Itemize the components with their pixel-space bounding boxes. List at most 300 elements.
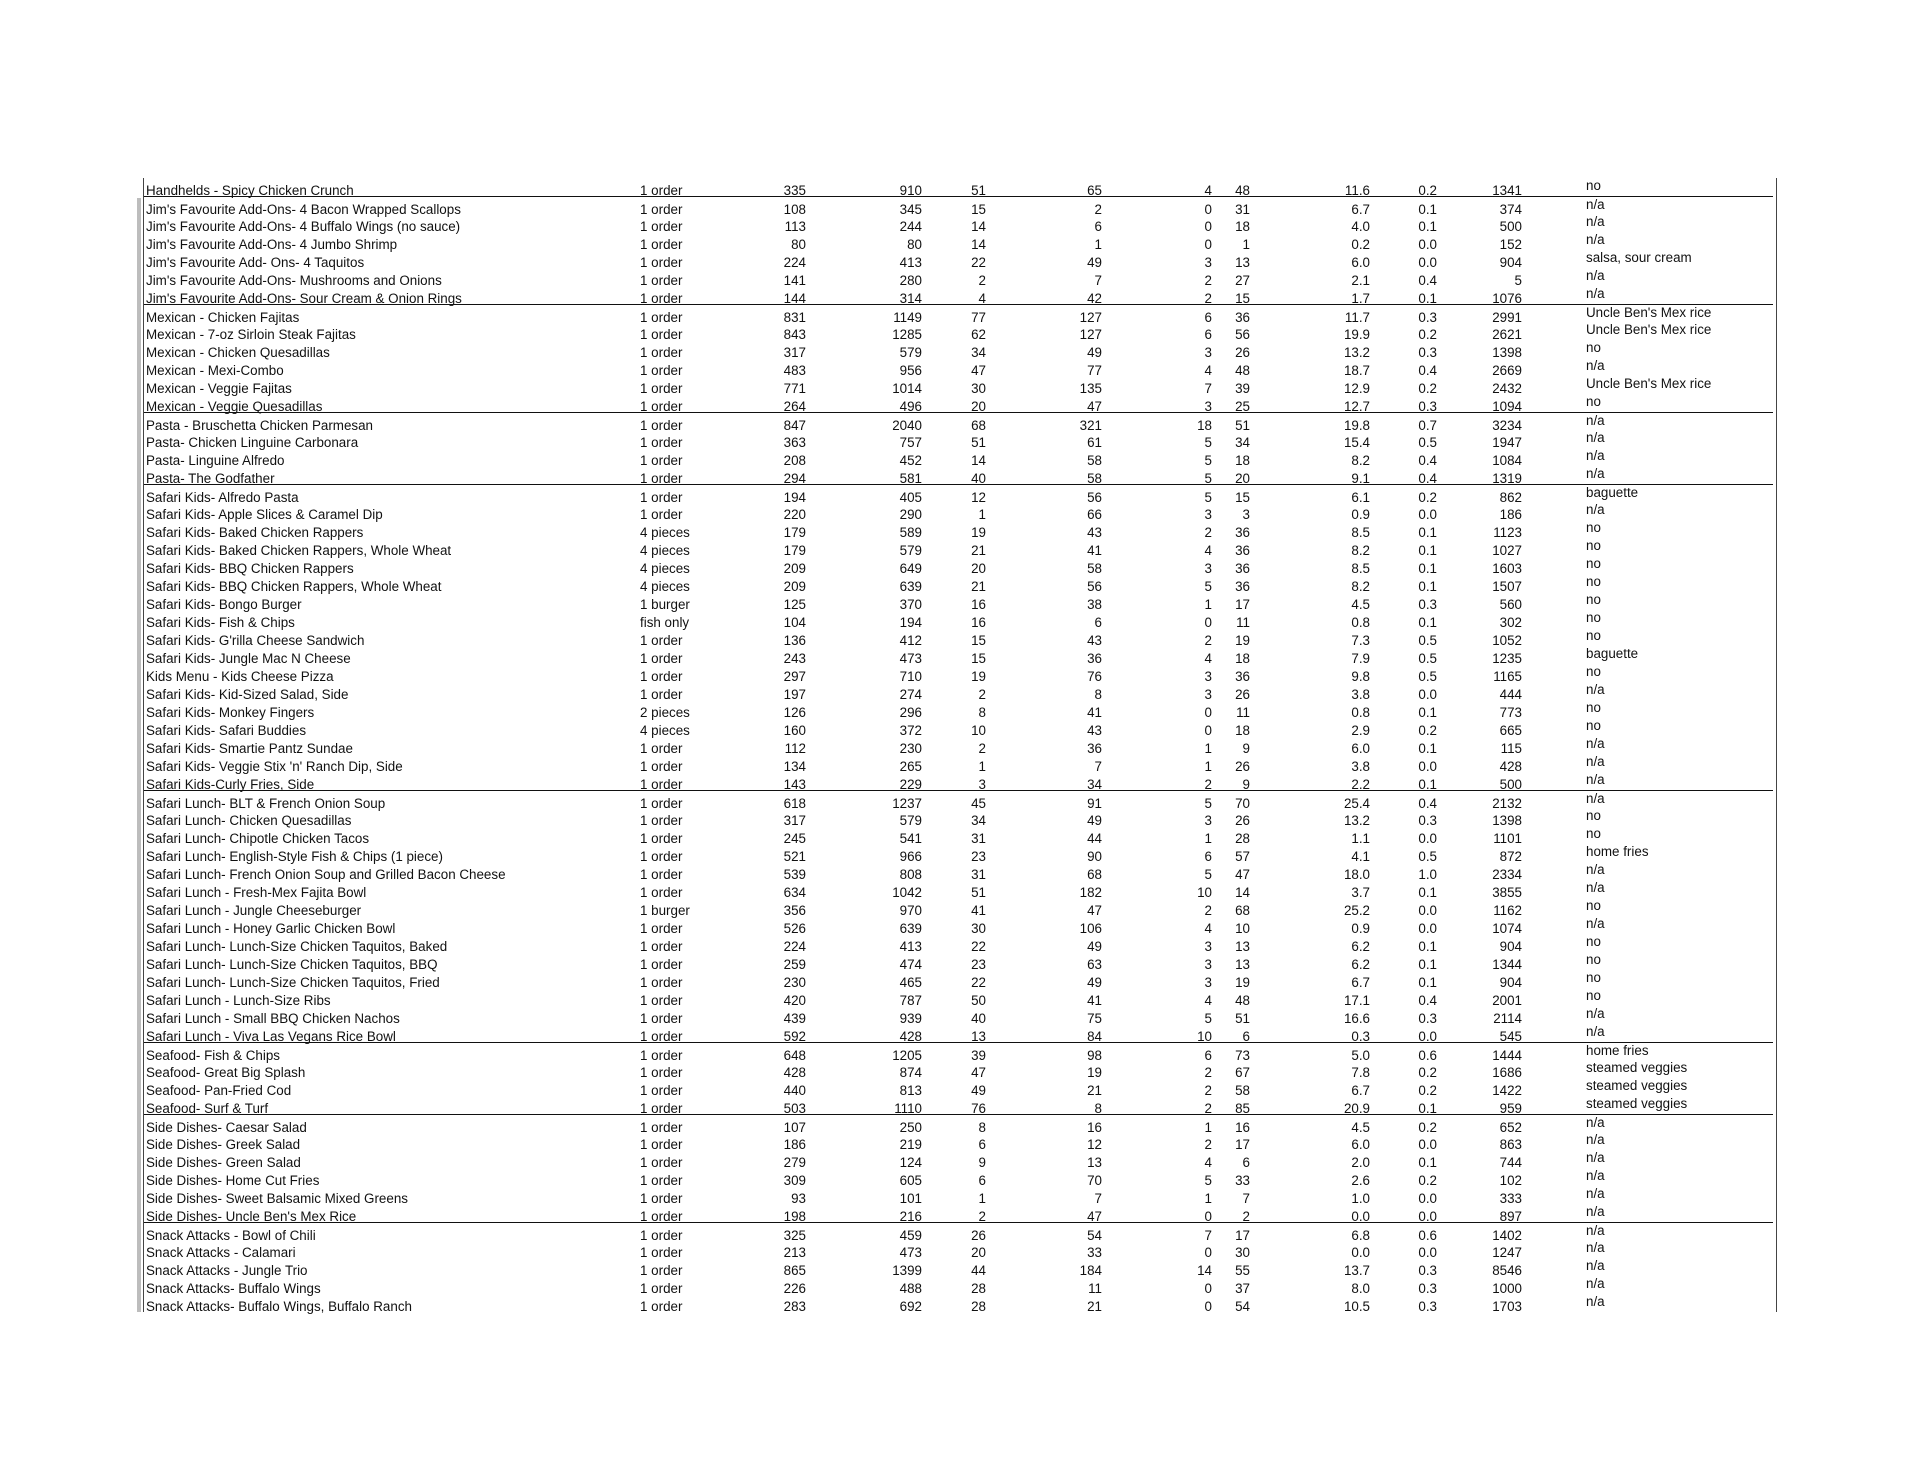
cell-v5: 5 <box>1204 796 1212 811</box>
cell-v2: 372 <box>899 723 922 738</box>
cell-v5: 4 <box>1204 183 1212 198</box>
cell-serving: 1 order <box>640 310 683 325</box>
cell-v1: 80 <box>791 237 806 252</box>
cell-extra: no <box>1586 988 1601 1003</box>
cell-name: Safari Lunch- Chipotle Chicken Tacos <box>146 831 370 846</box>
cell-v4: 16 <box>1087 1120 1102 1135</box>
cell-v7: 4.5 <box>1351 597 1370 612</box>
cell-v1: 113 <box>784 219 806 234</box>
cell-v6: 15 <box>1235 291 1250 306</box>
cell-v7: 12.9 <box>1343 381 1370 396</box>
cell-v5: 0 <box>1204 202 1212 217</box>
cell-v3: 8 <box>978 705 986 720</box>
cell-extra: n/a <box>1586 1006 1605 1021</box>
cell-v9: 1165 <box>1493 669 1522 684</box>
cell-v1: 843 <box>783 327 806 342</box>
cell-v2: 452 <box>899 453 922 468</box>
cell-v1: 648 <box>783 1048 806 1063</box>
cell-v3: 23 <box>971 957 986 972</box>
cell-v2: 1237 <box>892 796 922 811</box>
cell-v6: 19 <box>1235 633 1250 648</box>
cell-extra: no <box>1586 826 1601 841</box>
cell-v3: 9 <box>978 1155 986 1170</box>
cell-v6: 17 <box>1235 597 1250 612</box>
cell-serving: 1 order <box>640 1191 683 1206</box>
cell-v3: 2 <box>978 687 986 702</box>
cell-v7: 6.7 <box>1351 975 1370 990</box>
cell-v3: 20 <box>971 399 986 414</box>
cell-v9: 1076 <box>1492 291 1522 306</box>
cell-name: Seafood- Great Big Splash <box>146 1065 306 1080</box>
cell-name: Safari Kids- Baked Chicken Rappers <box>146 525 364 540</box>
cell-v6: 36 <box>1235 543 1250 558</box>
cell-v9: 1247 <box>1492 1245 1522 1260</box>
cell-v6: 67 <box>1235 1065 1250 1080</box>
cell-v4: 38 <box>1087 597 1102 612</box>
cell-v4: 43 <box>1087 723 1102 738</box>
cell-v7: 6.2 <box>1351 957 1370 972</box>
cell-v8: 0.3 <box>1418 597 1437 612</box>
cell-name: Safari Kids- Alfredo Pasta <box>146 490 299 505</box>
cell-v6: 16 <box>1235 1120 1250 1135</box>
cell-v6: 26 <box>1235 687 1250 702</box>
cell-v4: 43 <box>1087 633 1102 648</box>
cell-v8: 0.1 <box>1418 1155 1437 1170</box>
cell-v4: 41 <box>1087 993 1102 1008</box>
cell-v5: 5 <box>1204 867 1212 882</box>
cell-serving: 1 order <box>640 1299 683 1314</box>
cell-v8: 0.1 <box>1418 561 1437 576</box>
cell-v1: 309 <box>783 1173 806 1188</box>
cell-v9: 560 <box>1499 597 1522 612</box>
cell-v4: 182 <box>1079 885 1102 900</box>
cell-v7: 0.9 <box>1351 507 1370 522</box>
cell-v7: 3.7 <box>1351 885 1370 900</box>
cell-v6: 26 <box>1235 345 1250 360</box>
cell-v6: 27 <box>1235 273 1250 288</box>
cell-v8: 0.4 <box>1418 993 1437 1008</box>
cell-serving: 1 order <box>640 1209 683 1224</box>
cell-v9: 1094 <box>1492 399 1522 414</box>
cell-v2: 474 <box>899 957 922 972</box>
cell-extra: n/a <box>1586 1115 1605 1130</box>
cell-v4: 41 <box>1087 705 1102 720</box>
cell-v1: 126 <box>783 705 806 720</box>
cell-v2: 413 <box>899 255 922 270</box>
right-border <box>1776 178 1777 1312</box>
cell-name: Snack Attacks- Buffalo Wings, Buffalo Ranch <box>146 1299 412 1314</box>
cell-serving: 1 order <box>640 849 683 864</box>
cell-v3: 30 <box>971 921 986 936</box>
table-row <box>144 214 1773 232</box>
cell-v1: 141 <box>783 273 806 288</box>
cell-v5: 5 <box>1204 453 1212 468</box>
cell-v6: 54 <box>1235 1299 1250 1314</box>
cell-v2: 473 <box>899 651 922 666</box>
cell-v3: 14 <box>971 219 986 234</box>
cell-v4: 127 <box>1079 310 1102 325</box>
cell-v8: 0.5 <box>1418 435 1437 450</box>
cell-v6: 18 <box>1235 723 1250 738</box>
cell-v2: 639 <box>899 579 922 594</box>
table-row <box>144 538 1773 556</box>
cell-name: Safari Kids- Baked Chicken Rappers, Whole Wheat <box>146 543 452 558</box>
cell-v4: 90 <box>1087 849 1102 864</box>
cell-v8: 0.1 <box>1418 202 1437 217</box>
cell-name: Safari Kids- Apple Slices & Caramel Dip <box>146 507 383 522</box>
cell-extra: no <box>1586 340 1601 355</box>
cell-v8: 0.2 <box>1418 490 1437 505</box>
cell-serving: 1 order <box>640 885 683 900</box>
cell-v7: 3.8 <box>1351 759 1370 774</box>
table-row <box>144 1024 1773 1042</box>
cell-name: Safari Lunch- Chicken Quesadillas <box>146 813 352 828</box>
cell-name: Safari Lunch- Lunch-Size Chicken Taquitos, Baked <box>146 939 448 954</box>
cell-v8: 0.0 <box>1418 921 1437 936</box>
cell-v3: 40 <box>971 471 986 486</box>
cell-v2: 488 <box>899 1281 922 1296</box>
cell-v9: 500 <box>1499 219 1522 234</box>
cell-v7: 4.1 <box>1351 849 1370 864</box>
cell-v2: 970 <box>899 903 922 918</box>
table-row <box>144 700 1773 718</box>
cell-extra: n/a <box>1586 1223 1605 1238</box>
cell-v3: 21 <box>971 543 986 558</box>
cell-v9: 1341 <box>1492 183 1522 198</box>
cell-name: Safari Kids- Veggie Stix 'n' Ranch Dip, Side <box>146 759 403 774</box>
cell-v3: 1 <box>978 507 986 522</box>
cell-v6: 39 <box>1235 381 1250 396</box>
cell-v2: 1110 <box>894 1101 922 1116</box>
cell-v6: 36 <box>1235 310 1250 325</box>
table-row <box>144 466 1773 484</box>
cell-v4: 13 <box>1087 1155 1102 1170</box>
cell-name: Jim's Favourite Add-Ons- 4 Bacon Wrapped Scallops <box>146 202 461 217</box>
cell-v1: 865 <box>783 1263 806 1278</box>
cell-v8: 0.1 <box>1418 291 1437 306</box>
cell-v9: 904 <box>1499 939 1522 954</box>
cell-v9: 2669 <box>1492 363 1522 378</box>
cell-v3: 16 <box>971 597 986 612</box>
cell-v2: 581 <box>899 471 922 486</box>
cell-v2: 496 <box>899 399 922 414</box>
cell-extra: n/a <box>1586 1168 1605 1183</box>
cell-serving: 1 order <box>640 1263 683 1278</box>
cell-extra: no <box>1586 610 1601 625</box>
cell-v5: 2 <box>1204 903 1212 918</box>
cell-v3: 51 <box>971 435 986 450</box>
cell-v5: 1 <box>1204 831 1212 846</box>
cell-v9: 333 <box>1499 1191 1522 1206</box>
cell-v7: 7.8 <box>1351 1065 1370 1080</box>
cell-serving: 1 order <box>640 921 683 936</box>
cell-v6: 13 <box>1235 957 1250 972</box>
cell-v7: 8.2 <box>1351 543 1370 558</box>
cell-serving: 1 order <box>640 1120 683 1135</box>
cell-v5: 4 <box>1204 921 1212 936</box>
cell-v9: 872 <box>1499 849 1522 864</box>
cell-name: Safari Lunch - Lunch-Size Ribs <box>146 993 331 1008</box>
cell-extra: baguette <box>1586 485 1639 500</box>
cell-v5: 2 <box>1204 1083 1212 1098</box>
cell-v6: 57 <box>1235 849 1250 864</box>
cell-v5: 3 <box>1204 507 1212 522</box>
cell-v3: 28 <box>971 1281 986 1296</box>
cell-v7: 0.0 <box>1351 1245 1370 1260</box>
cell-extra: no <box>1586 970 1601 985</box>
cell-extra: n/a <box>1586 736 1605 751</box>
table-row <box>144 790 1773 809</box>
cell-v1: 245 <box>783 831 806 846</box>
table-row <box>144 988 1773 1006</box>
cell-extra: no <box>1586 808 1601 823</box>
cell-v7: 11.7 <box>1344 310 1370 325</box>
cell-v1: 197 <box>783 687 806 702</box>
cell-serving: 1 order <box>640 687 683 702</box>
cell-v6: 14 <box>1235 885 1250 900</box>
cell-serving: 1 order <box>640 399 683 414</box>
cell-v1: 503 <box>783 1101 806 1116</box>
cell-v1: 539 <box>783 867 806 882</box>
cell-v6: 3 <box>1242 507 1250 522</box>
cell-v4: 34 <box>1087 777 1102 792</box>
cell-extra: no <box>1586 628 1601 643</box>
cell-v5: 2 <box>1204 273 1212 288</box>
table-row <box>144 862 1773 880</box>
cell-v2: 605 <box>899 1173 922 1188</box>
cell-v9: 1402 <box>1492 1228 1522 1243</box>
cell-v6: 30 <box>1235 1245 1250 1260</box>
table-row <box>144 664 1773 682</box>
cell-extra: n/a <box>1586 682 1605 697</box>
cell-v1: 634 <box>783 885 806 900</box>
cell-v8: 0.6 <box>1418 1048 1437 1063</box>
cell-v1: 294 <box>783 471 806 486</box>
cell-v1: 428 <box>783 1065 806 1080</box>
cell-v5: 0 <box>1204 615 1212 630</box>
cell-name: Safari Lunch - Jungle Cheeseburger <box>146 903 362 918</box>
cell-v7: 1.0 <box>1351 1191 1370 1206</box>
cell-v1: 440 <box>783 1083 806 1098</box>
table-row <box>144 484 1773 503</box>
cell-v4: 127 <box>1079 327 1102 342</box>
cell-v4: 7 <box>1094 759 1102 774</box>
cell-extra: no <box>1586 718 1601 733</box>
cell-v3: 22 <box>971 939 986 954</box>
cell-serving: 1 order <box>640 219 683 234</box>
cell-v8: 0.3 <box>1418 1299 1437 1314</box>
cell-v8: 0.4 <box>1418 796 1437 811</box>
cell-serving: 4 pieces <box>640 579 690 594</box>
cell-v5: 5 <box>1204 579 1212 594</box>
cell-extra: n/a <box>1586 413 1605 428</box>
cell-v3: 22 <box>971 975 986 990</box>
cell-v6: 18 <box>1235 453 1250 468</box>
cell-v7: 0.3 <box>1351 1029 1370 1044</box>
cell-v9: 152 <box>1499 237 1522 252</box>
cell-extra: no <box>1586 952 1601 967</box>
cell-v3: 45 <box>971 796 986 811</box>
cell-v6: 2 <box>1242 1209 1250 1224</box>
cell-v8: 0.0 <box>1418 1137 1437 1152</box>
cell-extra: n/a <box>1586 862 1605 877</box>
cell-v8: 0.1 <box>1418 579 1437 594</box>
cell-v3: 62 <box>971 327 986 342</box>
cell-v1: 439 <box>783 1011 806 1026</box>
cell-extra: no <box>1586 592 1601 607</box>
cell-extra: n/a <box>1586 1132 1605 1147</box>
cell-v4: 21 <box>1087 1083 1102 1098</box>
cell-v8: 0.2 <box>1418 183 1437 198</box>
table-row <box>144 628 1773 646</box>
cell-v7: 13.2 <box>1343 345 1370 360</box>
cell-v2: 956 <box>899 363 922 378</box>
cell-v4: 36 <box>1087 741 1102 756</box>
cell-v7: 7.3 <box>1351 633 1370 648</box>
table-row <box>144 1006 1773 1024</box>
cell-v4: 98 <box>1087 1048 1102 1063</box>
left-shade-bar <box>137 198 141 1312</box>
cell-v5: 0 <box>1204 723 1212 738</box>
cell-name: Mexican - Mexi-Combo <box>146 363 284 378</box>
cell-v4: 47 <box>1087 903 1102 918</box>
cell-v7: 6.7 <box>1351 1083 1370 1098</box>
cell-v8: 0.0 <box>1418 687 1437 702</box>
cell-v3: 39 <box>971 1048 986 1063</box>
cell-v5: 3 <box>1204 957 1212 972</box>
cell-v8: 0.1 <box>1418 975 1437 990</box>
cell-v4: 8 <box>1094 1101 1102 1116</box>
cell-v5: 0 <box>1204 705 1212 720</box>
cell-v5: 1 <box>1204 741 1212 756</box>
cell-v5: 7 <box>1204 381 1212 396</box>
cell-v9: 1444 <box>1492 1048 1522 1063</box>
table-row <box>144 1186 1773 1204</box>
cell-name: Snack Attacks - Jungle Trio <box>146 1263 308 1278</box>
cell-v2: 579 <box>899 543 922 558</box>
cell-name: Jim's Favourite Add-Ons- 4 Buffalo Wings (no sauce) <box>146 219 461 234</box>
cell-extra: salsa, sour cream <box>1586 250 1692 265</box>
table-row <box>144 412 1773 431</box>
cell-extra: Uncle Ben's Mex rice <box>1586 322 1712 337</box>
cell-v3: 19 <box>971 669 986 684</box>
cell-v5: 18 <box>1197 418 1212 433</box>
cell-v2: 808 <box>899 867 922 882</box>
cell-v1: 198 <box>783 1209 806 1224</box>
cell-v7: 8.2 <box>1351 453 1370 468</box>
cell-v1: 592 <box>783 1029 806 1044</box>
cell-v7: 6.0 <box>1351 1137 1370 1152</box>
cell-v7: 0.0 <box>1351 1209 1370 1224</box>
cell-v5: 3 <box>1204 813 1212 828</box>
cell-v1: 107 <box>783 1120 806 1135</box>
cell-v6: 34 <box>1235 435 1250 450</box>
cell-v8: 0.1 <box>1418 705 1437 720</box>
cell-v7: 0.8 <box>1351 705 1370 720</box>
cell-v5: 0 <box>1204 1245 1212 1260</box>
cell-v5: 4 <box>1204 993 1212 1008</box>
cell-v1: 618 <box>783 796 806 811</box>
cell-v1: 194 <box>783 490 806 505</box>
cell-extra: no <box>1586 664 1601 679</box>
cell-v8: 0.0 <box>1418 1191 1437 1206</box>
cell-v8: 0.0 <box>1418 1029 1437 1044</box>
cell-name: Safari Lunch - Fresh-Mex Fajita Bowl <box>146 885 367 900</box>
cell-v7: 1.1 <box>1351 831 1370 846</box>
cell-v9: 1603 <box>1492 561 1522 576</box>
cell-v1: 186 <box>783 1137 806 1152</box>
table-row <box>144 1222 1773 1241</box>
cell-v8: 0.5 <box>1418 633 1437 648</box>
cell-v9: 897 <box>1499 1209 1522 1224</box>
cell-v9: 2334 <box>1492 867 1522 882</box>
cell-v3: 23 <box>971 849 986 864</box>
cell-v4: 321 <box>1079 418 1102 433</box>
cell-v6: 1 <box>1242 237 1250 252</box>
cell-v4: 49 <box>1087 975 1102 990</box>
cell-v6: 6 <box>1242 1155 1250 1170</box>
cell-v6: 48 <box>1235 363 1250 378</box>
cell-v7: 5.0 <box>1351 1048 1370 1063</box>
cell-v8: 0.2 <box>1418 1120 1437 1135</box>
cell-serving: 1 order <box>640 327 683 342</box>
cell-extra: n/a <box>1586 754 1605 769</box>
cell-extra: home fries <box>1586 844 1649 859</box>
cell-v5: 6 <box>1204 849 1212 864</box>
cell-v5: 3 <box>1204 975 1212 990</box>
cell-v1: 144 <box>783 291 806 306</box>
cell-v6: 36 <box>1235 525 1250 540</box>
cell-extra: steamed veggies <box>1586 1078 1688 1093</box>
cell-v8: 0.2 <box>1418 1173 1437 1188</box>
cell-name: Mexican - Chicken Quesadillas <box>146 345 330 360</box>
cell-v4: 49 <box>1087 939 1102 954</box>
cell-v2: 541 <box>899 831 922 846</box>
table-row <box>144 880 1773 898</box>
cell-v3: 2 <box>978 741 986 756</box>
table-row <box>144 1294 1773 1312</box>
cell-serving: 1 order <box>640 1281 683 1296</box>
cell-v4: 6 <box>1094 615 1102 630</box>
cell-v1: 220 <box>783 507 806 522</box>
table-row <box>144 772 1773 790</box>
cell-v4: 58 <box>1087 561 1102 576</box>
cell-v3: 16 <box>971 615 986 630</box>
table-row <box>144 1240 1773 1258</box>
cell-v3: 8 <box>978 1120 986 1135</box>
cell-v5: 5 <box>1204 1011 1212 1026</box>
cell-v6: 51 <box>1235 418 1250 433</box>
cell-v7: 6.0 <box>1351 255 1370 270</box>
cell-v9: 1319 <box>1492 471 1522 486</box>
table-row <box>144 448 1773 466</box>
cell-v1: 93 <box>791 1191 806 1206</box>
cell-v7: 13.2 <box>1343 813 1370 828</box>
cell-name: Jim's Favourite Add- Ons- 4 Taquitos <box>146 255 365 270</box>
cell-v3: 47 <box>971 363 986 378</box>
cell-v3: 4 <box>978 291 986 306</box>
table-row <box>144 610 1773 628</box>
cell-v5: 2 <box>1204 633 1212 648</box>
cell-serving: 1 order <box>640 651 683 666</box>
table-row <box>144 1132 1773 1150</box>
table-row <box>144 1078 1773 1096</box>
cell-serving: 1 order <box>640 1137 683 1152</box>
cell-v8: 0.3 <box>1418 1281 1437 1296</box>
cell-name: Safari Kids- Smartie Pantz Sundae <box>146 741 353 756</box>
cell-name: Safari Lunch - Honey Garlic Chicken Bowl <box>146 921 396 936</box>
cell-name: Safari Lunch - Small BBQ Chicken Nachos <box>146 1011 400 1026</box>
